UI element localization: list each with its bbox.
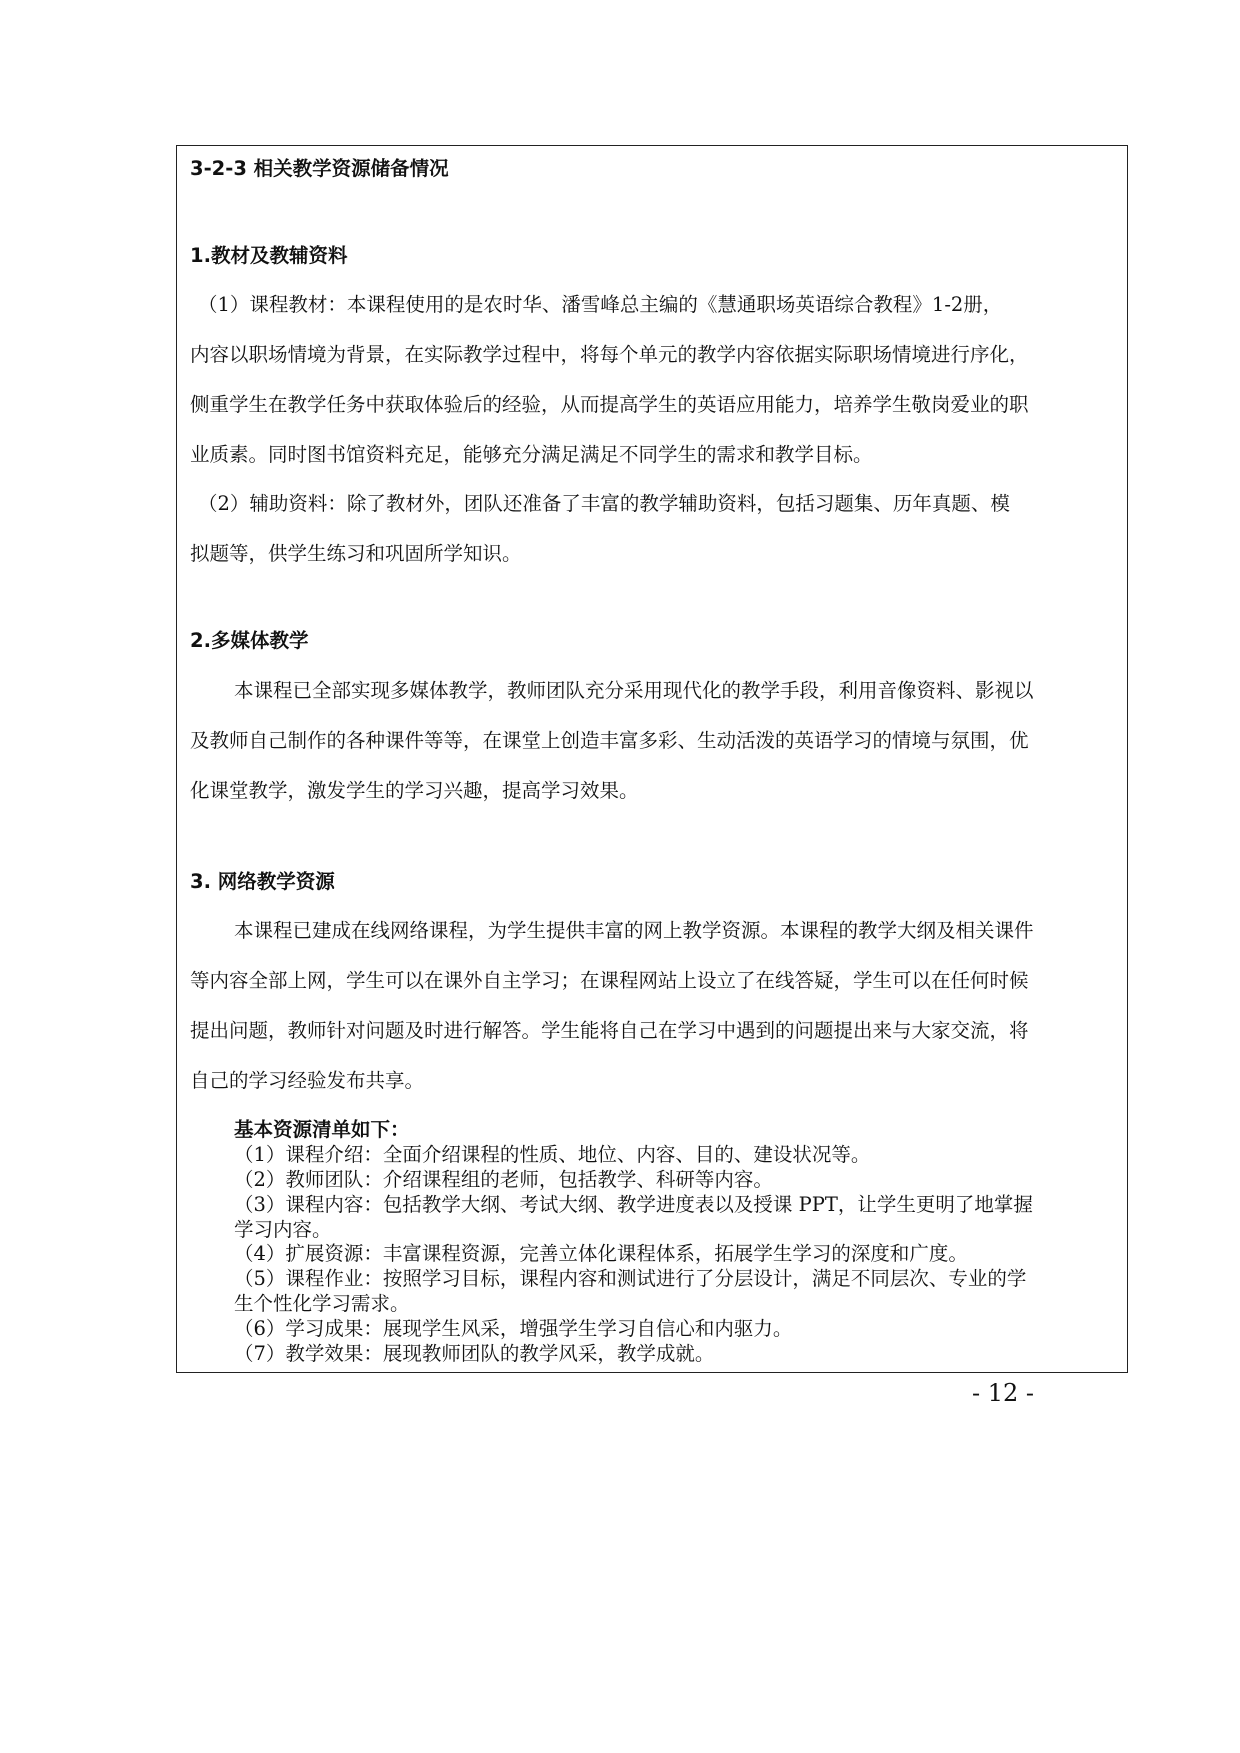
list-item: （4）扩展资源：丰富课程资源，完善立体化课程体系，拓展学生学习的深度和广度。 [234,1242,968,1266]
paragraph-line: 侧重学生在教学任务中获取体验后的经验，从而提高学生的英语应用能力，培养学生敬岗爱业的职 [190,393,1029,416]
list-item: （7）教学效果：展现教师团队的教学风采，教学成就。 [234,1342,715,1365]
resource-list-heading: 基本资源清单如下： [234,1118,410,1141]
page-number: - 12 - [972,1379,1035,1407]
paragraph-line: 等内容全部上网，学生可以在课外自主学习；在课程网站上设立了在线答疑，学生可以在任何时候 [190,969,1029,992]
heading-multimedia: 2.多媒体教学 [190,629,309,652]
list-item: （6）学习成果：展现学生风采，增强学生学习自信心和内驱力。 [234,1317,793,1341]
paragraph-line: 化课堂教学，激发学生的学习兴趣，提高学习效果。 [190,779,639,802]
list-item: （1）课程介绍：全面介绍课程的性质、地位、内容、目的、建设状况等。 [234,1142,871,1166]
paragraph-line: （2）辅助资料：除了教材外，团队还准备了丰富的教学辅助资料，包括习题集、历年真题、模 [198,492,1010,515]
section-title: 3-2-3 相关教学资源储备情况 [190,157,449,180]
paragraph-line: 业质素。同时图书馆资料充足，能够充分满足满足不同学生的需求和教学目标。 [190,443,873,466]
list-item: 生个性化学习需求。 [234,1292,410,1316]
list-item: 学习内容。 [234,1217,332,1241]
paragraph-line: 本课程已建成在线网络课程，为学生提供丰富的网上教学资源。本课程的教学大纲及相关课件 [234,919,1034,942]
paragraph-line: 内容以职场情境为背景，在实际教学过程中，将每个单元的教学内容依据实际职场情境进行序化， [190,343,1029,366]
heading-textbooks: 1.教材及教辅资料 [190,244,348,267]
heading-online-resources: 3. 网络教学资源 [190,870,335,893]
list-item: （5）课程作业：按照学习目标，课程内容和测试进行了分层设计，满足不同层次、专业的学 [234,1267,1027,1291]
paragraph-line: 本课程已全部实现多媒体教学，教师团队充分采用现代化的教学手段，利用音像资料、影视以 [234,679,1034,702]
paragraph-line: 拟题等，供学生练习和巩固所学知识。 [190,542,522,565]
list-item: （3）课程内容：包括教学大纲、考试大纲、教学进度表以及授课 PPT，让学生更明了地掌握 [234,1192,1033,1216]
list-item: （2）教师团队：介绍课程组的老师，包括教学、科研等内容。 [234,1167,773,1191]
paragraph-line: 及教师自己制作的各种课件等等，在课堂上创造丰富多彩、生动活泼的英语学习的情境与氛围，优 [190,729,1029,752]
paragraph-line: 自己的学习经验发布共享。 [190,1069,425,1092]
paragraph-line: 提出问题，教师针对问题及时进行解答。学生能将自己在学习中遇到的问题提出来与大家交流，将 [190,1019,1029,1042]
paragraph-line: （1）课程教材：本课程使用的是农时华、潘雪峰总主编的《慧通职场英语综合教程》1-2册， [198,293,1003,316]
